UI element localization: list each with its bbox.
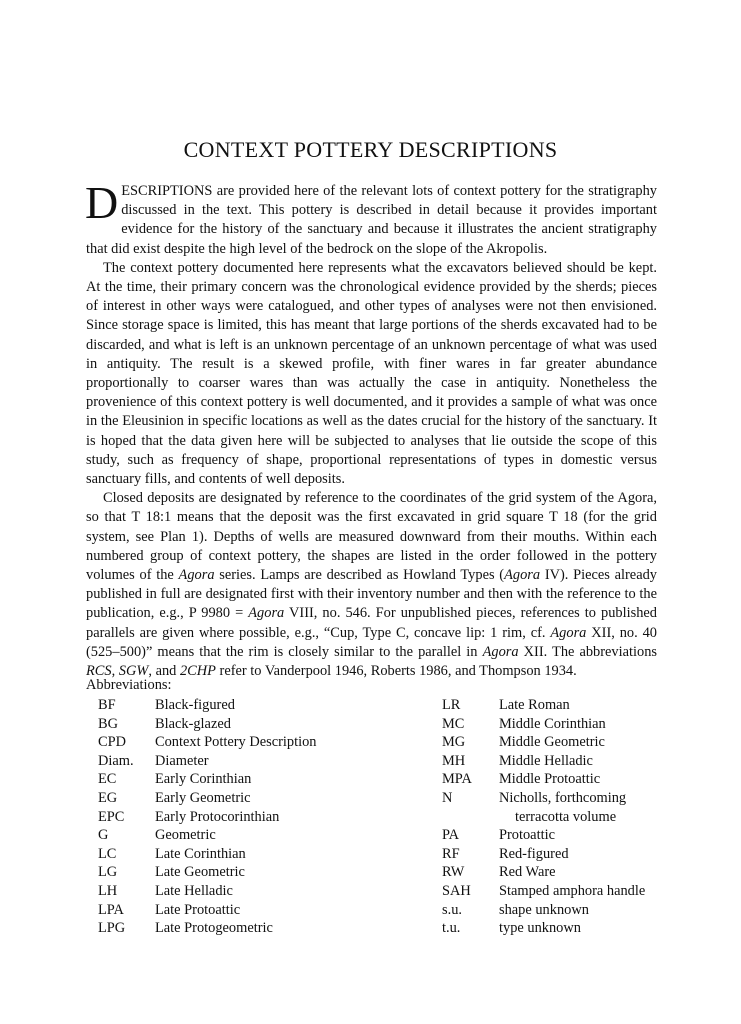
- abbreviation-meaning: Middle Helladic: [499, 752, 593, 769]
- abbreviation-row: [98, 882, 316, 901]
- page-title: CONTEXT POTTERY DESCRIPTIONS: [183, 137, 558, 162]
- abbreviation-meaning: Early Corinthian: [155, 771, 252, 788]
- paragraph-context-pottery: The context pottery documented here represents what the excavators believed should be kept. At the time, their primary concern was the chronological evidence provided by the sherds; pieces of interest in other ways were catalogued, and other types of analyses were not then envisioned. Since storage space is limited, this has meant that large portions of the sherds excavated had to be discarded, and what is left is an unknown percentage of an unknown percentage of what was used in antiquity. The result is a skewed profile, with finer wares in far greater abundance proportionally to coarser wares than was actually the case in antiquity. Nonetheless the provenience of this context pottery is well documented, and it provides a sample of what was once in the Eleusinion in specific locations as well as the dates crucial for the history of the sanctuary. It is hoped that the data given here will be subjected to analyses that lie outside the scope of this study, such as frequency of shape, proportional representations of types in domestic versus sanctuary fills, and contents of well deposits.: [86, 259, 657, 488]
- abbreviation-meaning: Early Protocorinthian: [155, 808, 280, 825]
- abbreviation-meaning: shape unknown: [499, 901, 589, 918]
- abbreviation-code: RW: [442, 864, 465, 881]
- abbreviation-meaning: Red-figured: [499, 845, 569, 862]
- abbreviation-row: [442, 826, 645, 845]
- abbreviation-code: EPC: [98, 808, 125, 825]
- abbreviation-code: MG: [442, 734, 466, 751]
- abbreviation-meaning: Context Pottery Description: [155, 734, 317, 751]
- abbreviation-meaning: Middle Geometric: [499, 734, 605, 751]
- abbreviation-row: [98, 733, 316, 752]
- abbreviation-row: [442, 863, 645, 882]
- abbreviation-row: [442, 770, 645, 789]
- abbreviation-row: [442, 696, 645, 715]
- abbreviation-code: EC: [98, 771, 117, 788]
- abbreviation-row: [442, 752, 645, 771]
- body-text: [85, 177, 657, 681]
- abbreviation-row: [98, 715, 316, 734]
- abbreviation-row: [442, 919, 645, 938]
- abbreviation-code: RF: [442, 845, 460, 862]
- abbreviation-code: MPA: [442, 771, 472, 788]
- abbreviation-row: [98, 901, 316, 920]
- abbreviation-row: [98, 826, 316, 845]
- abbreviation-code: LG: [98, 864, 118, 881]
- abbreviations-heading: Abbreviations:: [86, 677, 172, 693]
- abbreviation-code: N: [442, 789, 453, 806]
- abbreviation-code: MC: [442, 715, 465, 732]
- abbreviation-row: [98, 863, 316, 882]
- abbreviation-row: [98, 808, 316, 827]
- abbreviation-meaning: Late Protoattic: [155, 901, 241, 918]
- abbreviation-meaning: Black-glazed: [155, 715, 231, 732]
- abbreviation-meaning: Late Corinthian: [155, 845, 246, 862]
- abbreviation-row: [442, 845, 645, 864]
- abbreviation-row: [98, 789, 316, 808]
- abbreviation-meaning: Red Ware: [499, 864, 556, 881]
- abbreviation-code: SAH: [442, 882, 471, 899]
- abbreviation-meaning: Late Protogeometric: [155, 920, 273, 937]
- abbreviation-row: [98, 696, 316, 715]
- abbreviation-row: [98, 919, 316, 938]
- abbreviation-row: [442, 789, 645, 826]
- abbreviation-code: Diam.: [98, 752, 134, 769]
- abbreviation-meaning: Early Geometric: [155, 789, 251, 806]
- abbreviation-meaning: Late Helladic: [155, 882, 233, 899]
- abbreviation-code: LR: [442, 697, 461, 713]
- abbreviation-code: CPD: [98, 734, 126, 751]
- intro-text: are provided here of the relevant lots of context pottery for the stratigraphy discussed in the text. This pottery is described in detail because it provides important evidence for the history of the sanctuary and because it illustrates the ancient stratigraphy that did exist despite the high level of the bedrock on the slope of the Akropolis.: [86, 183, 657, 257]
- abbreviation-meaning: Black-figured: [155, 697, 235, 713]
- abbreviation-row: [98, 752, 316, 771]
- abbreviation-code: BG: [98, 715, 118, 732]
- abbreviation-code: LH: [98, 882, 118, 899]
- abbreviation-code: t.u.: [442, 920, 461, 937]
- abbreviation-row: [98, 770, 316, 789]
- abbreviation-code: BF: [98, 697, 116, 713]
- abbreviation-row: [442, 882, 645, 901]
- abbreviation-code: G: [98, 827, 109, 844]
- paragraph-intro: [85, 177, 657, 259]
- abbreviation-meaning: Late Roman: [499, 697, 570, 713]
- abbreviation-meaning: Diameter: [155, 752, 209, 769]
- abbreviation-meaning: type unknown: [499, 920, 581, 937]
- paragraph-closed-deposits: Closed deposits are designated by reference to the coordinates of the grid system of the Agora, so that T 18:1 means that the deposit was the first excavated in grid square T 18 (for the grid system, see Plan 1). Depths of wells are measured downward from their mouths. Within each numbered group of context pottery, the shapes are listed in the order followed in the pottery volumes of the Agora series. Lamps are described as Howland Types (Agora IV). Pieces already published in full are designated first with their inventory number and then with the reference to the publication, e.g., P 9980 = Agora VIII, no. 546. For unpublished pieces, references to published parallels are given where possible, e.g., “Cup, Type C, concave lip: 1 rim, cf. Agora XII, no. 40 (525–500)” means that the rim is closely similar to the parallel in Agora XII. The abbreviations RCS, SGW, and 2CHP refer to Vanderpool 1946, Roberts 1986, and Thompson 1934.: [86, 490, 657, 680]
- abbreviation-row: [442, 715, 645, 734]
- abbreviations-left-column: [98, 696, 316, 938]
- abbreviation-code: LPG: [98, 920, 126, 937]
- abbreviation-meaning: Late Geometric: [155, 864, 245, 881]
- abbreviation-code: MH: [442, 752, 466, 769]
- abbreviation-row: [98, 845, 316, 864]
- abbreviation-code: EG: [98, 789, 118, 806]
- intro-first-word: ESCRIPTIONS: [121, 183, 213, 199]
- abbreviation-meaning: Nicholls, forthcoming terracotta volume: [499, 789, 627, 825]
- abbreviation-code: PA: [442, 827, 460, 844]
- abbreviation-meaning: Middle Corinthian: [499, 715, 606, 732]
- abbreviation-meaning: Geometric: [155, 827, 216, 844]
- abbreviation-code: s.u.: [442, 901, 462, 918]
- abbreviation-code: LC: [98, 845, 117, 862]
- abbreviation-code: LPA: [98, 901, 124, 918]
- abbreviation-meaning: Middle Protoattic: [499, 771, 601, 788]
- abbreviation-row: [442, 733, 645, 752]
- abbreviation-meaning: Protoattic: [499, 827, 555, 844]
- abbreviation-meaning: Stamped amphora handle: [499, 882, 646, 899]
- abbreviations-right-column: [442, 696, 645, 938]
- abbreviation-row: [442, 901, 645, 920]
- drop-cap: D: [85, 177, 119, 228]
